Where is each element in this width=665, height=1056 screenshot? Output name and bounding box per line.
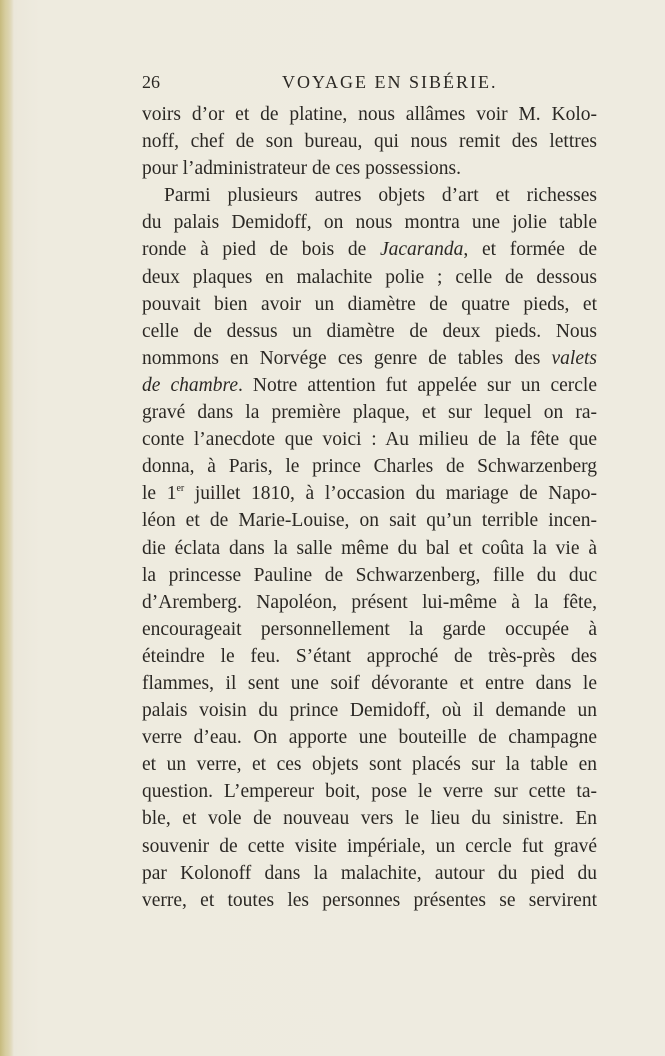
text-line: et un verre, et ces objets sont placés sur la table en	[142, 754, 597, 776]
text-line: léon et de Marie-Louise, on sait qu’un terrible incen-	[142, 510, 597, 532]
text-line: pour l’administrateur de ces possessions.	[142, 158, 461, 180]
text-line	[142, 236, 597, 263]
text-line: voirs d’or et de platine, nous allâmes voir M. Kolo-	[142, 104, 597, 125]
italic-term: Jacaranda	[380, 239, 464, 261]
running-head: VOYAGE EN SIBÉRIE.	[282, 72, 498, 92]
body-text	[142, 101, 597, 914]
text-line: la princesse Pauline de Schwarzenberg, fille du duc	[142, 564, 597, 586]
text-line: donna, à Paris, le prince Charles de Schwarzenberg	[142, 456, 597, 478]
text-line: palais voisin du prince Demidoff, où il demande un	[142, 700, 597, 722]
text-line: deux plaques en malachite polie ; celle de dessous	[142, 266, 597, 288]
text-line: ble, et vole de nouveau vers le lieu du sinistre. En	[142, 808, 597, 830]
text-segment: juillet 1810, à l’occasion du mariage de Napo-	[184, 483, 597, 505]
text-line: du palais Demidoff, on nous montra une jolie table	[142, 212, 597, 234]
text-segment: . Notre attention fut appelée sur un cercle	[237, 374, 597, 396]
text-line: verre, et toutes les personnes présentes se servirent	[142, 889, 597, 911]
text-line: noff, chef de son bureau, qui nous remit des lettres	[142, 131, 597, 153]
text-line: d’Aremberg. Napoléon, présent lui-même à la fête,	[142, 591, 597, 613]
text-line: pouvait bien avoir un diamètre de quatre pieds, et	[142, 293, 597, 315]
text-segment: le 1	[142, 483, 177, 505]
text-segment: , et formée de	[463, 239, 597, 261]
text-line: par Kolonoff dans la malachite, autour du pied du	[142, 862, 597, 884]
text-line: encourageait personnellement la garde occupée à	[142, 618, 597, 640]
text-line: celle de dessus un diamètre de deux pieds. Nous	[142, 320, 597, 342]
text-line: gravé dans la première plaque, et sur lequel on ra-	[142, 402, 597, 424]
text-line: éteindre le feu. S’étant approché de très-près des	[142, 645, 597, 667]
superscript: er	[176, 483, 185, 495]
text-line: flammes, il sent une soif dévorante et entre dans le	[142, 672, 597, 694]
text-line	[142, 480, 597, 507]
text-line: question. L’empereur boit, pose le verre sur cette ta-	[142, 781, 597, 803]
text-line: die éclata dans la salle même du bal et coûta la vie à	[142, 537, 597, 559]
text-line: souvenir de cette visite impériale, un cercle fut gravé	[142, 835, 597, 857]
text-line: Parmi plusieurs autres objets d’art et richesses	[164, 185, 597, 207]
page-number: 26	[142, 72, 160, 92]
italic-term: valets	[551, 347, 597, 369]
text-line	[142, 345, 597, 372]
text-line: conte l’anecdote que voici : Au milieu de la fête que	[142, 429, 597, 451]
text-segment: ronde à pied de bois de	[142, 239, 380, 261]
page-header	[142, 68, 597, 98]
italic-term: de chambre	[142, 374, 238, 396]
text-line: verre d’eau. On apporte une bouteille de champagne	[142, 727, 597, 749]
page-gutter	[0, 0, 14, 1056]
text-segment: nommons en Norvége ces genre de tables des	[142, 347, 552, 369]
text-line	[142, 372, 597, 399]
